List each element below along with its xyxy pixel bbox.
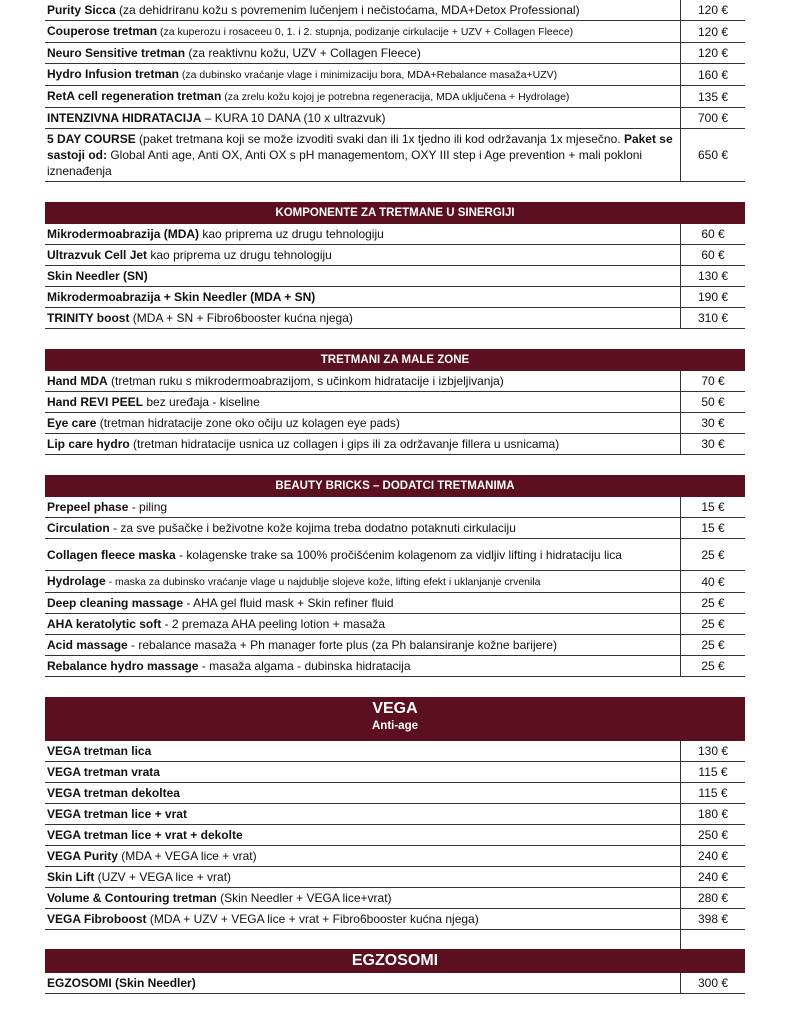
service-description: (tretman ruku s mikrodermoabrazijom, s učinkom hidratacije i izbjeljivanja) [107, 374, 504, 388]
service-name: Hydrolage [47, 574, 106, 588]
service-cell [45, 909, 680, 929]
service-text [47, 573, 541, 590]
service-name: Rebalance hydro massage [47, 659, 199, 673]
service-cell [45, 0, 680, 20]
service-text [47, 268, 148, 284]
service-description: (MDA + SN + Fibro6booster kućna njega) [129, 311, 353, 325]
price-row [45, 635, 745, 656]
service-name: EGZOSOMI (Skin Needler) [47, 976, 196, 990]
service-name: Hydro Infusion tretman [47, 67, 180, 81]
service-description: (tretman hidratacije zone oko očiju uz kolagen eye pads) [96, 416, 400, 430]
service-text [47, 23, 573, 40]
service-name: Couperose tretman [47, 24, 158, 38]
price-row [45, 846, 745, 867]
service-description: (za dehidriranu kožu s povremenim lučenjem i nečistoćama, MDA+Detox Professional) [115, 3, 580, 17]
service-text [47, 415, 400, 431]
price-cell: 310 € [680, 308, 745, 328]
service-cell [45, 518, 680, 538]
service-name: Volume & Contouring tretman [47, 891, 217, 905]
price-cell: 650 € [680, 129, 745, 181]
service-cell [45, 804, 680, 824]
service-description: (za reaktivnu kožu, UZV + Collagen Fleece) [185, 46, 421, 60]
service-name: Skin Lift [47, 870, 95, 884]
price-cell: 160 € [680, 64, 745, 85]
price-cell: 135 € [680, 86, 745, 107]
price-row [45, 656, 745, 677]
section-header: BEAUTY BRICKS – DODATCI TRETMANIMA [45, 475, 745, 497]
service-name: Eye care [47, 416, 97, 430]
price-cell: 240 € [680, 846, 745, 866]
price-row [45, 867, 745, 888]
price-row [45, 497, 745, 518]
service-description: (za zrelu kožu kojoj je potrebna regeneracija, MDA uključena + Hydrolage) [221, 91, 570, 103]
price-row [45, 108, 745, 129]
price-cell: 25 € [680, 656, 745, 676]
price-section [45, 475, 745, 677]
price-cell: 120 € [680, 0, 745, 20]
price-cell: 130 € [680, 266, 745, 286]
service-name: Hand MDA [47, 374, 108, 388]
price-row [45, 287, 745, 308]
price-cell: 15 € [680, 497, 745, 517]
price-cell: 120 € [680, 21, 745, 42]
price-cell: 115 € [680, 783, 745, 803]
service-name: Prepeel phase [47, 500, 129, 514]
price-cell: 30 € [680, 434, 745, 454]
price-cell: 190 € [680, 287, 745, 307]
service-name: VEGA tretman dekoltea [47, 786, 180, 800]
price-section [45, 349, 745, 455]
service-cell [45, 846, 680, 866]
service-text [47, 658, 411, 674]
price-cell: 130 € [680, 741, 745, 761]
price-cell: 115 € [680, 762, 745, 782]
service-name: INTENZIVNA HIDRATACIJA [47, 111, 202, 125]
price-row [45, 783, 745, 804]
service-description: kao priprema uz drugu tehnologiju [199, 227, 384, 241]
price-row [45, 539, 745, 571]
service-text [47, 66, 557, 83]
price-section [45, 697, 745, 949]
section-header: TRETMANI ZA MALE ZONE [45, 349, 745, 371]
blank-row [45, 930, 745, 949]
service-cell [45, 371, 680, 391]
price-cell: 250 € [680, 825, 745, 845]
price-row [45, 614, 745, 635]
service-name: VEGA tretman lice + vrat + dekolte [47, 828, 243, 842]
service-cell [45, 783, 680, 803]
price-row [45, 308, 745, 329]
service-text [47, 743, 151, 759]
service-name: VEGA Fibroboost [47, 912, 147, 926]
service-text [47, 373, 504, 389]
service-cell [45, 245, 680, 265]
price-cell: 300 € [680, 973, 745, 993]
service-cell [45, 973, 680, 993]
price-row [45, 741, 745, 762]
price-cell: 70 € [680, 371, 745, 391]
service-description: bez uređaja - kiseline [143, 395, 260, 409]
price-cell: 25 € [680, 635, 745, 655]
service-name: AHA keratolytic soft [47, 617, 162, 631]
service-name: 5 DAY COURSE [47, 132, 136, 146]
service-description-cont: Global Anti age, Anti OX, Anti OX s pH managementom, OXY III step i Age prevention + mali pokloni iznenađenja [47, 148, 643, 178]
service-name: Acid massage [47, 638, 128, 652]
service-text [47, 869, 231, 885]
price-row [45, 371, 745, 392]
service-cell [45, 43, 680, 63]
service-description: (za dubinsko vraćanje vlage i minimizaciju bora, MDA+Rebalance masaža+UZV) [179, 69, 558, 81]
service-name: Ultrazvuk Cell Jet [47, 248, 148, 262]
service-name: VEGA tretman lice + vrat [47, 807, 187, 821]
service-cell [45, 497, 680, 517]
section-header: EGZOSOMI [45, 949, 745, 973]
service-name: Skin Needler (SN) [47, 269, 148, 283]
service-cell [45, 413, 680, 433]
service-cell [45, 434, 680, 454]
price-row [45, 762, 745, 783]
service-text [47, 616, 385, 632]
price-row [45, 266, 745, 287]
service-text [47, 436, 559, 452]
price-section [45, 202, 745, 329]
price-cell: 25 € [680, 614, 745, 634]
service-description-bold: Paket se sastoji od: [47, 132, 673, 162]
service-cell [45, 266, 680, 286]
section-title: VEGA [372, 700, 418, 717]
service-text [47, 310, 353, 326]
price-cell: 50 € [680, 392, 745, 412]
service-description: – KURA 10 DANA (10 x ultrazvuk) [201, 111, 386, 125]
service-text [47, 764, 160, 780]
service-cell [45, 571, 680, 592]
service-cell [45, 635, 680, 655]
section-header: KOMPONENTE ZA TRETMANE U SINERGIJI [45, 202, 745, 224]
price-row [45, 888, 745, 909]
service-description: - rebalance masaža + Ph manager forte plus (za Ph balansiranje kožne barijere) [127, 638, 557, 652]
price-row [45, 973, 745, 994]
price-row [45, 21, 745, 43]
service-description: (MDA + VEGA lice + vrat) [117, 849, 257, 863]
service-cell [45, 762, 680, 782]
section-header [45, 697, 745, 741]
service-cell [45, 867, 680, 887]
service-cell [45, 86, 680, 107]
service-name: Mikrodermoabrazija + Skin Needler (MDA + SN) [47, 290, 316, 304]
price-cell: 180 € [680, 804, 745, 824]
service-text [47, 247, 332, 263]
price-cell: 30 € [680, 413, 745, 433]
service-name: VEGA Purity [47, 849, 118, 863]
service-cell [45, 593, 680, 613]
price-row [45, 909, 745, 930]
service-text [47, 890, 392, 906]
service-text [47, 911, 479, 927]
service-description: - za sve pušačke i beživotne kože kojima treba dodatno potaknuti cirkulaciju [109, 521, 516, 535]
price-cell: 240 € [680, 867, 745, 887]
service-name: Purity Sicca [47, 3, 116, 17]
service-name: Hand REVI PEEL [47, 395, 144, 409]
service-cell [45, 888, 680, 908]
service-description: - piling [128, 500, 168, 514]
service-name: Lip care hydro [47, 437, 130, 451]
service-text [47, 45, 421, 61]
blank-cell [45, 930, 680, 949]
service-cell [45, 308, 680, 328]
service-cell [45, 129, 680, 181]
price-row [45, 518, 745, 539]
service-description: - masaža algama - dubinska hidratacija [198, 659, 411, 673]
price-row [45, 434, 745, 455]
price-row [45, 64, 745, 86]
price-row [45, 0, 745, 21]
service-name: Mikrodermoabrazija (MDA) [47, 227, 200, 241]
service-description: - maska za dubinsko vraćanje vlage u najdublje slojeve kože, lifting efekt i uklanjanje crvenila [105, 576, 541, 588]
service-cell [45, 539, 680, 570]
service-text [47, 595, 394, 611]
service-cell [45, 21, 680, 42]
service-cell [45, 108, 680, 128]
service-text [47, 289, 315, 305]
price-row [45, 593, 745, 614]
price-cell: 280 € [680, 888, 745, 908]
service-name: RetA cell regeneration tretman [47, 89, 222, 103]
service-text [47, 547, 622, 563]
service-cell [45, 392, 680, 412]
service-name: Neuro Sensitive tretman [47, 46, 186, 60]
section-subtitle: Anti-age [372, 720, 418, 732]
price-cell: 25 € [680, 593, 745, 613]
service-text [47, 88, 569, 105]
service-text [47, 806, 187, 822]
service-text [47, 827, 243, 843]
price-cell: 15 € [680, 518, 745, 538]
service-description: - AHA gel fluid mask + Skin refiner fluid [183, 596, 394, 610]
service-text [47, 2, 580, 18]
service-description: - kolagenske trake sa 100% pročišćenim kolagenom za vidljiv lifting i hidrataciju lica [175, 547, 622, 562]
price-list [45, 0, 745, 1014]
blank-price-cell [680, 930, 745, 949]
service-cell [45, 825, 680, 845]
service-text [47, 394, 260, 410]
price-cell: 40 € [680, 571, 745, 592]
service-name: Circulation [47, 521, 110, 535]
price-cell: 398 € [680, 909, 745, 929]
service-text [47, 520, 516, 536]
price-row [45, 413, 745, 434]
service-name: Collagen fleece maska [47, 547, 176, 562]
service-text [47, 499, 167, 515]
service-name: Deep cleaning massage [47, 596, 184, 610]
service-cell [45, 741, 680, 761]
service-description: (paket tretmana koji se može izvoditi svaki dan ili 1x tjedno ili kod održavanja 1x mjesečno. [135, 132, 624, 146]
service-description: (MDA + UZV + VEGA lice + vrat + Fibro6booster kućna njega) [146, 912, 479, 926]
price-row [45, 392, 745, 413]
service-description: kao priprema uz drugu tehnologiju [147, 248, 332, 262]
price-row [45, 86, 745, 108]
service-cell [45, 614, 680, 634]
service-text [47, 226, 384, 242]
price-row [45, 224, 745, 245]
service-text [47, 637, 557, 653]
service-text [47, 975, 196, 991]
price-row [45, 804, 745, 825]
service-description: (Skin Needler + VEGA lice+vrat) [216, 891, 392, 905]
service-text [47, 110, 386, 126]
price-row [45, 245, 745, 266]
service-name: VEGA tretman vrata [47, 765, 160, 779]
price-cell: 60 € [680, 224, 745, 244]
service-cell [45, 656, 680, 676]
service-description: (UZV + VEGA lice + vrat) [94, 870, 232, 884]
price-row [45, 571, 745, 593]
price-cell: 60 € [680, 245, 745, 265]
price-row [45, 43, 745, 64]
service-cell [45, 64, 680, 85]
price-cell: 700 € [680, 108, 745, 128]
price-section [45, 0, 745, 182]
price-section [45, 949, 745, 994]
price-row [45, 825, 745, 846]
service-name: TRINITY boost [47, 311, 130, 325]
service-description: - 2 premaza AHA peeling lotion + masaža [161, 617, 386, 631]
service-description: (tretman hidratacije usnica uz collagen i gips ili za održavanje fillera u usnicama) [129, 437, 560, 451]
price-cell: 120 € [680, 43, 745, 63]
service-text [47, 131, 678, 179]
price-cell: 25 € [680, 539, 745, 570]
service-cell [45, 287, 680, 307]
price-row [45, 129, 745, 182]
service-name: VEGA tretman lica [47, 744, 152, 758]
service-cell [45, 224, 680, 244]
service-text [47, 848, 257, 864]
service-text [47, 785, 180, 801]
service-description: (za kuperozu i rosaceeu 0, 1. i 2. stupnja, podizanje cirkulacije + UZV + Collagen Fleece) [157, 26, 574, 38]
